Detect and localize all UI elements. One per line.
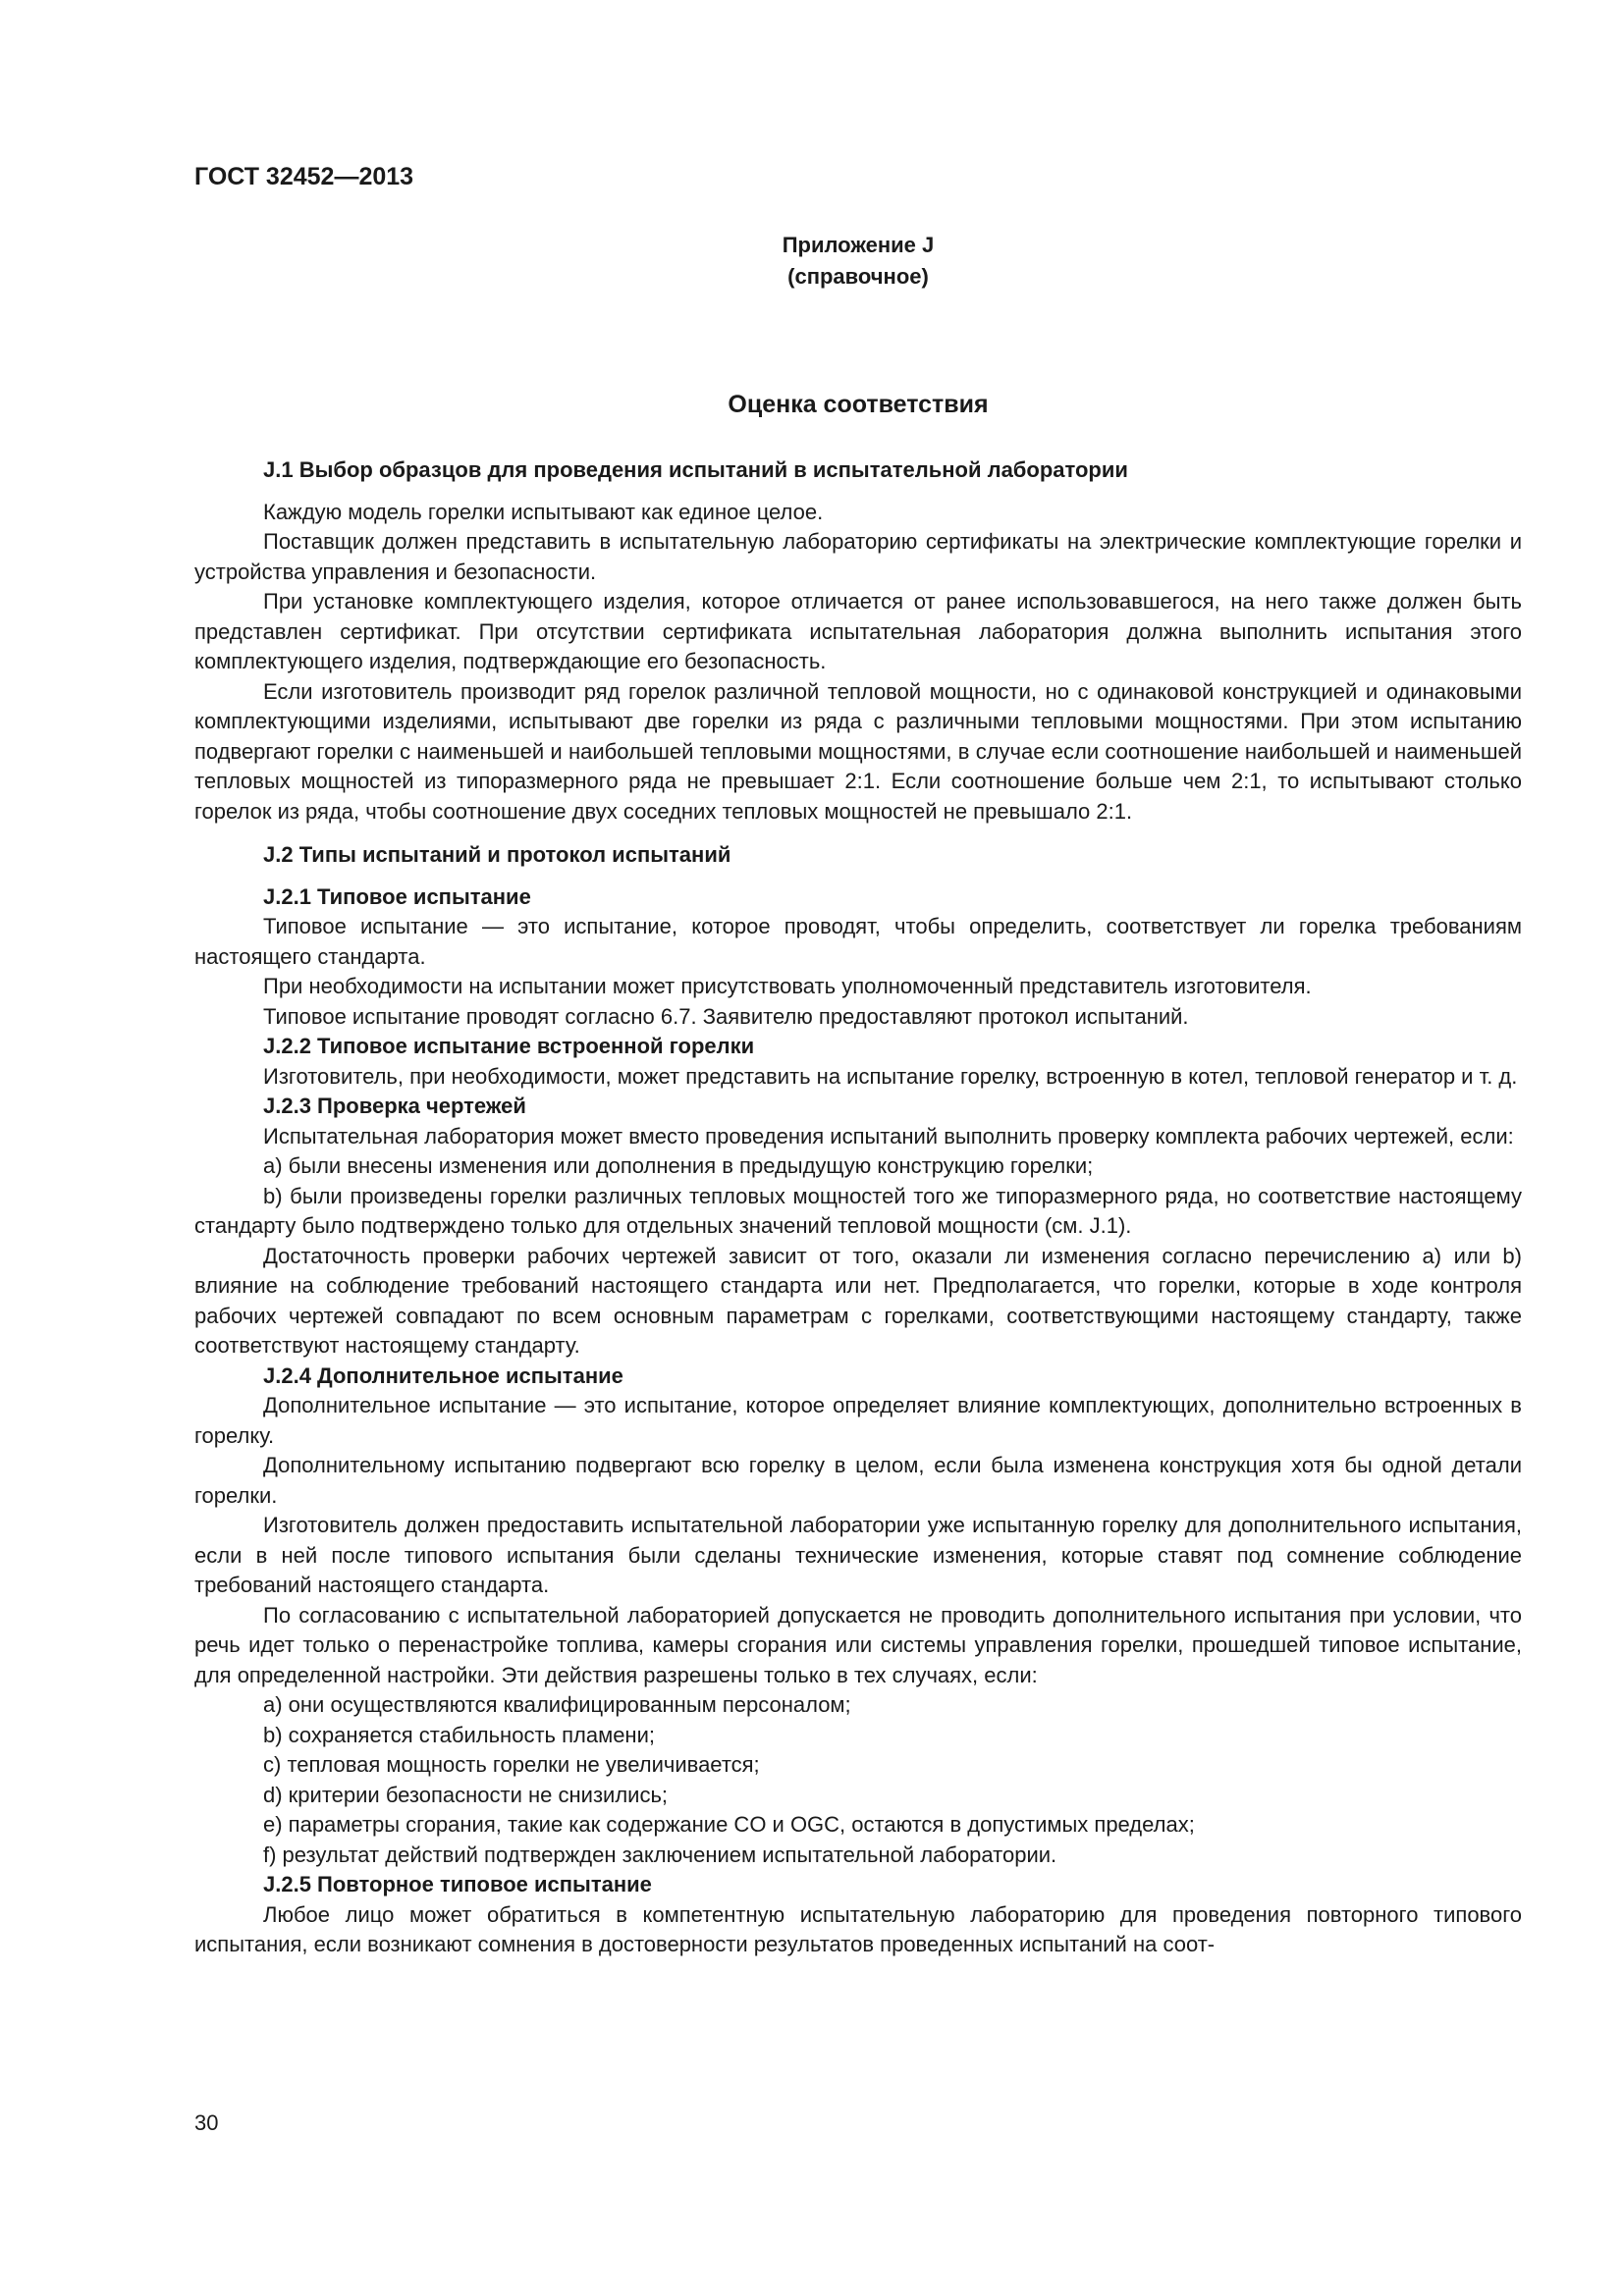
paragraph: При необходимости на испытании может присутствовать уполномоченный представитель изготовителя.	[263, 974, 1312, 998]
list-item: d) критерии безопасности не снизились;	[263, 1782, 669, 1807]
annex-label: Приложение J	[782, 233, 935, 257]
list-item: b) сохраняется стабильность пламени;	[263, 1722, 655, 1747]
annex-title: Оценка соответствия	[728, 391, 989, 418]
list-item: a) были внесены изменения или дополнения в предыдущую конструкцию горелки;	[263, 1153, 1094, 1178]
paragraph: Любое лицо может обратиться в компетентную испытательную лабораторию для проведения повторного типового испытания, если возникают сомнения в достоверности результатов проведенных испытаний на соот-	[194, 1901, 1522, 1956]
annex-kind: (справочное)	[787, 264, 929, 289]
document-body	[194, 454, 1522, 1960]
paragraph: Типовое испытание — это испытание, которое проводят, чтобы определить, соответствует ли горелка требованиям настоящего стандарта.	[194, 914, 1522, 969]
section-heading-j2: J.2 Типы испытаний и протокол испытаний	[263, 842, 731, 867]
subsection-heading-j21: J.2.1 Типовое испытание	[263, 883, 531, 909]
paragraph: Дополнительное испытание — это испытание, которое определяет влияние комплектующих, дополнительно встроенных в горелку.	[194, 1393, 1522, 1448]
subsection-heading-j22: J.2.2 Типовое испытание встроенной горелки	[263, 1034, 755, 1058]
paragraph: По согласованию с испытательной лабораторией допускается не проводить дополнительного испытания при условии, что речь идет только о перенастройке топлива, камеры сгорания или системы управления горелки, прошедшей типовое испытание, для определенной настройки. Эти действия разрешены только в тех случаях, если:	[194, 1602, 1522, 1687]
paragraph: Достаточность проверки рабочих чертежей зависит от того, оказали ли изменения согласно перечислению a) или b) влияние на соблюдение требований настоящего стандарта или нет. Предполагается, что горелки, которые в ходе контроля рабочих чертежей совпадают по всем основным параметрам с горелками, соответствующими настоящему стандарту, также соответствуют настоящему стандарту.	[194, 1243, 1522, 1358]
paragraph: Изготовитель, при необходимости, может представить на испытание горелку, встроенную в котел, тепловой генератор и т. д.	[263, 1063, 1518, 1089]
document-header: ГОСТ 32452—2013	[194, 163, 414, 190]
paragraph: Типовое испытание проводят согласно 6.7. Заявителю предоставляют протокол испытаний.	[263, 1003, 1189, 1029]
page-number: 30	[194, 2110, 219, 2135]
list-item: c) тепловая мощность горелки не увеличивается;	[263, 1752, 760, 1777]
list-item: a) они осуществляются квалифицированным персоналом;	[263, 1692, 851, 1717]
paragraph: Испытательная лаборатория может вместо проведения испытаний выполнить проверку комплекта рабочих чертежей, если:	[263, 1123, 1514, 1148]
paragraph: Поставщик должен представить в испытательную лабораторию сертификаты на электрические комплектующие горелки и устройства управления и безопасности.	[194, 529, 1522, 584]
subsection-heading-j23: J.2.3 Проверка чертежей	[263, 1094, 526, 1118]
paragraph: Дополнительному испытанию подвергают всю горелку в целом, если была изменена конструкция хотя бы одной детали горелки.	[194, 1453, 1522, 1508]
paragraph: Каждую модель горелки испытывают как единое целое.	[263, 499, 824, 524]
subsection-heading-j24: J.2.4 Дополнительное испытание	[263, 1362, 623, 1388]
paragraph: Если изготовитель производит ряд горелок различной тепловой мощности, но с одинаковой конструкцией и одинаковыми комплектующими изделиями, испытывают две горелки из ряда с различными тепловыми мощностями. При этом испытанию подвергают горелки с наименьшей и наибольшей тепловыми мощностями, в случае если соотношение наибольшей и наименьшей тепловых мощностей из типоразмерного ряда не превышает 2:1. Если соотношение больше чем 2:1, то испытывают столько горелок из ряда, чтобы соотношение двух соседних тепловых мощностей не превышало 2:1.	[194, 678, 1522, 824]
subsection-heading-j25: J.2.5 Повторное типовое испытание	[263, 1872, 652, 1896]
paragraph: Изготовитель должен предоставить испытательной лаборатории уже испытанную горелку для дополнительного испытания, если в ней после типового испытания были сделаны технические изменения, которые ставят под сомнение соблюдение требований настоящего стандарта.	[194, 1513, 1522, 1597]
list-item: b) были произведены горелки различных тепловых мощностей того же типоразмерного ряда, но соответствие настоящему стандарту было подтверждено только для отдельных значений тепловой мощности (см. J.1).	[194, 1183, 1522, 1238]
list-item: f) результат действий подтвержден заключением испытательной лаборатории.	[263, 1842, 1057, 1867]
list-item: e) параметры сгорания, такие как содержание CO и OGC, остаются в допустимых пределах;	[263, 1812, 1195, 1837]
annex-label-block	[194, 230, 1522, 293]
paragraph: При установке комплектующего изделия, которое отличается от ранее использовавшегося, на него также должен быть представлен сертификат. При отсутствии сертификата испытательная лаборатория должна выполнить испытания этого комплектующего изделия, подтверждающие его безопасность.	[194, 589, 1522, 673]
section-heading-j1: J.1 Выбор образцов для проведения испытаний в испытательной лаборатории	[263, 457, 1128, 482]
